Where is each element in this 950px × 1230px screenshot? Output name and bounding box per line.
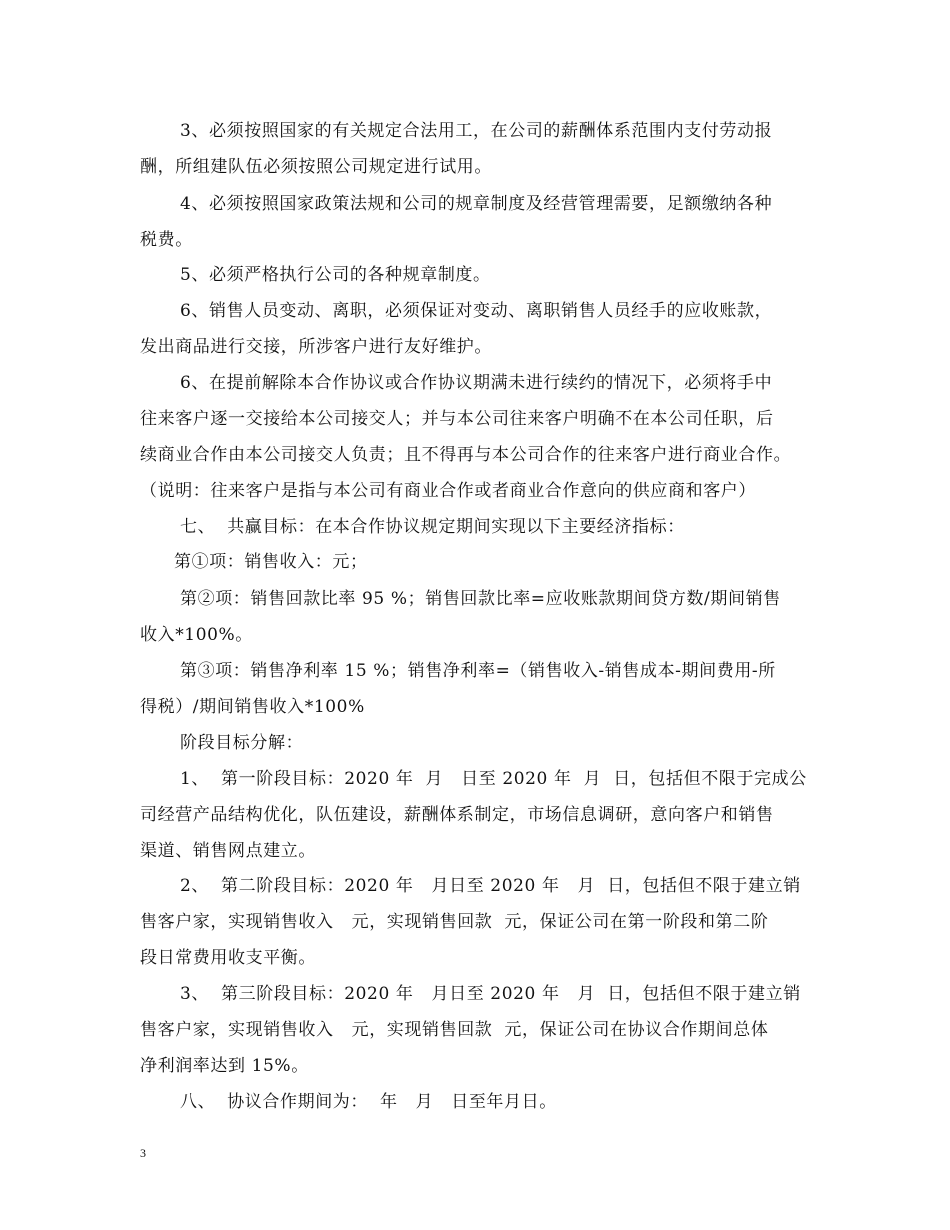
- text-line: 阶段目标分解：: [180, 733, 304, 753]
- text-line: 5、必须严格执行公司的各种规章制度。: [180, 265, 491, 285]
- text-line: 司经营产品结构优化，队伍建设，薪酬体系制定，市场信息调研，意向客户和销售: [140, 805, 774, 825]
- text-line: 4、必须按照国家政策法规和公司的规章制度及经营管理需要，足额缴纳各种: [180, 194, 773, 214]
- text-line: 酬，所组建队伍必须按照公司规定进行试用。: [140, 157, 492, 177]
- section-heading: 八、 协议合作期间为： 年 月 日至年月日。: [180, 1092, 557, 1112]
- text-line: 3、必须按照国家的有关规定合法用工，在公司的薪酬体系范围内支付劳动报: [180, 121, 773, 141]
- text-line: 6、销售人员变动、离职，必须保证对变动、离职销售人员经手的应收账款，: [180, 301, 773, 321]
- text-line: 售客户家，实现销售收入 元，实现销售回款 元，保证公司在第一阶段和第二阶: [140, 912, 769, 932]
- text-line: 第③项：销售净利率 15 %；销售净利率=（销售收入-销售成本-期间费用-所: [180, 661, 776, 681]
- text-line: 3、 第三阶段目标：2020 年 月日至 2020 年 月 日，包括但不限于建立销: [180, 984, 801, 1004]
- text-line: 收入*100%。: [140, 625, 253, 645]
- text-line: 税费。: [140, 230, 193, 250]
- text-line: 得税）/期间销售收入*100%: [140, 697, 365, 717]
- text-line: 第②项：销售回款比率 95 %；销售回款比率=应收账款期间贷方数/期间销售: [180, 589, 781, 609]
- text-line: 续商业合作由本公司接交人负责；且不得再与本公司合作的往来客户进行商业合作。: [140, 445, 792, 465]
- text-line: 净利润率达到 15%。: [140, 1056, 309, 1076]
- text-line: 往来客户逐一交接给本公司接交人；并与本公司往来客户明确不在本公司任职，后: [140, 409, 774, 429]
- text-line: 段日常费用收支平衡。: [140, 948, 316, 968]
- text-line: 发出商品进行交接，所涉客户进行友好维护。: [140, 337, 492, 357]
- page-number: 3: [140, 1146, 146, 1160]
- text-line: 第①项：销售收入：元；: [174, 552, 368, 572]
- text-line: 2、 第二阶段目标：2020 年 月日至 2020 年 月 日，包括但不限于建立销: [180, 876, 801, 896]
- text-line: 6、在提前解除本合作协议或合作协议期满未进行续约的情况下，必须将手中: [180, 373, 773, 393]
- text-line: 1、 第一阶段目标：2020 年 月 日至 2020 年 月 日，包括但不限于完成公: [180, 769, 807, 789]
- text-line: 售客户家，实现销售收入 元，实现销售回款 元，保证公司在协议合作期间总体: [140, 1020, 769, 1040]
- section-heading: 七、 共赢目标：在本合作协议规定期间实现以下主要经济指标：: [180, 517, 685, 537]
- text-line: （说明：往来客户是指与本公司有商业合作或者商业合作意向的供应商和客户）: [140, 481, 756, 501]
- text-line: 渠道、销售网点建立。: [140, 841, 316, 861]
